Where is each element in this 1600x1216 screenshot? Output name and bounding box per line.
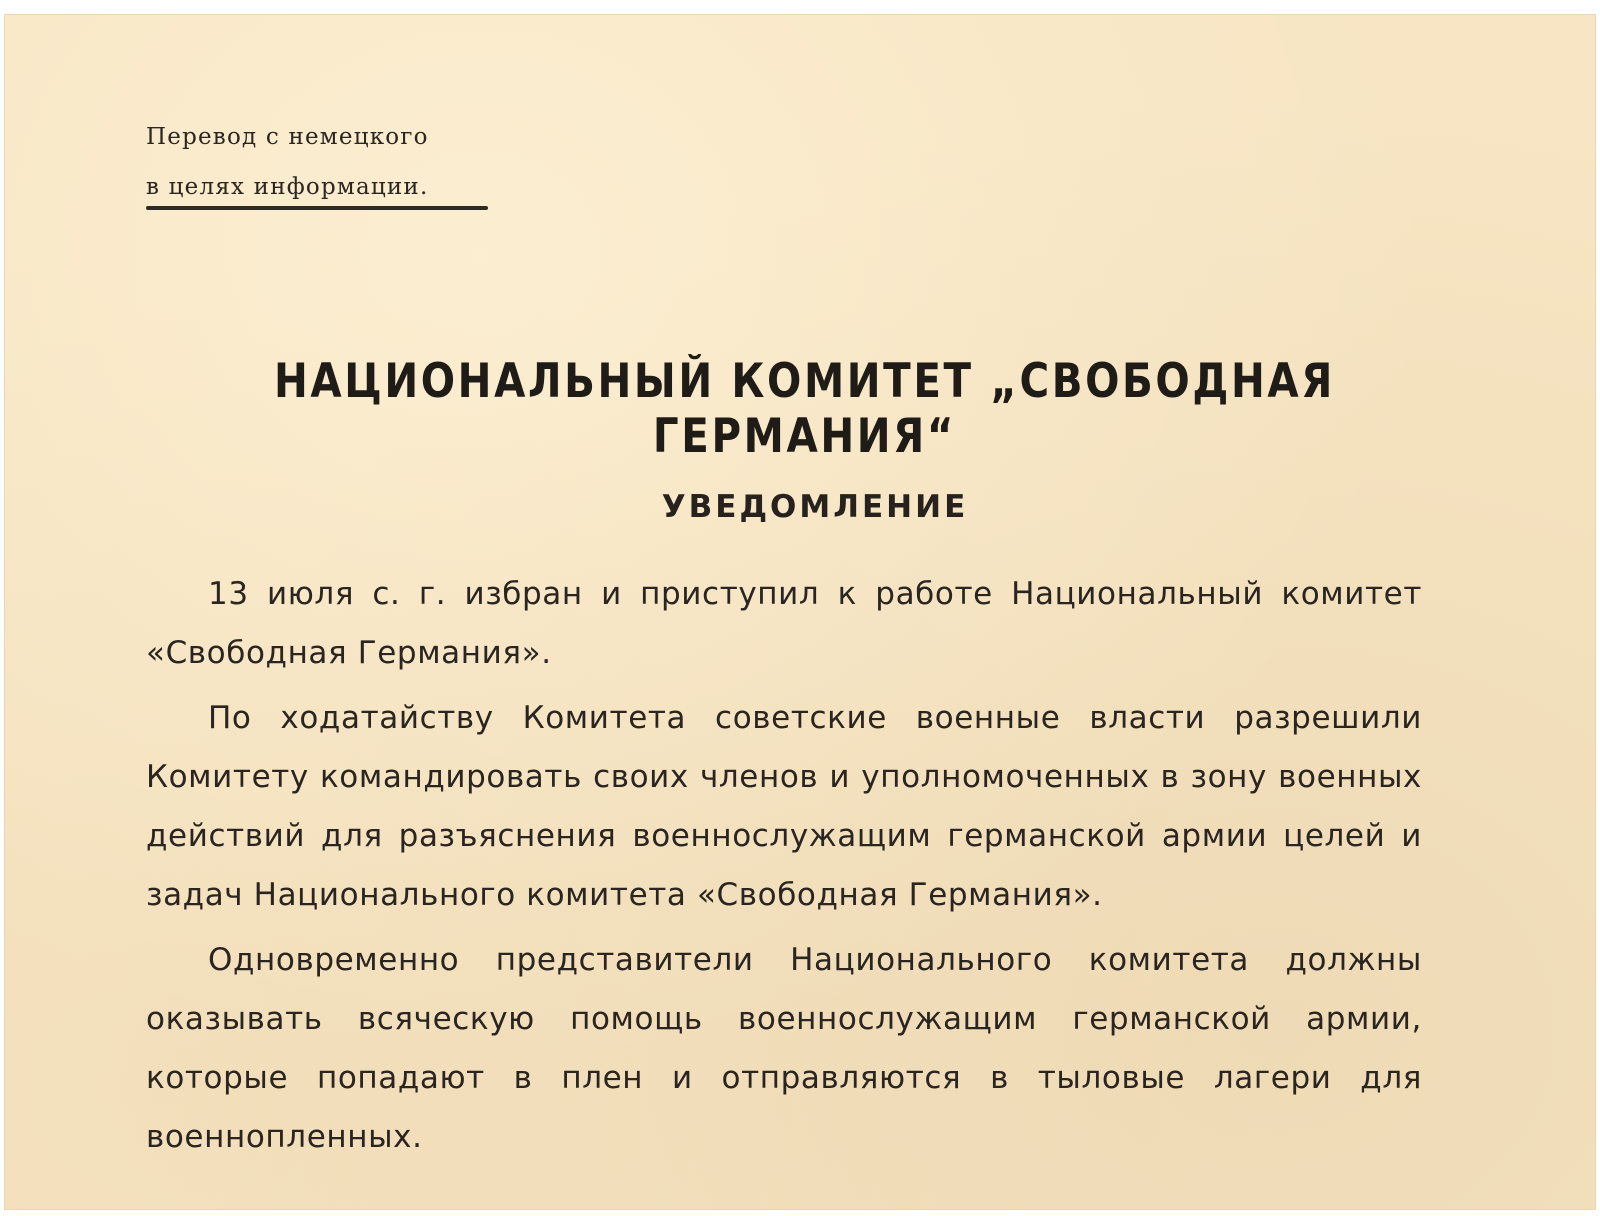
- note-underline: [146, 206, 488, 210]
- translation-note-line-1: Перевод с немецкого: [146, 124, 429, 150]
- document-title: НАЦИОНАЛЬНЫЙ КОМИТЕТ „СВОБОДНАЯ ГЕРМАНИЯ“: [273, 354, 1335, 464]
- translation-note: [146, 112, 429, 212]
- document-subtitle: УВЕДОМЛЕНИЕ: [661, 489, 969, 525]
- paragraph-1: 13 июля с. г. избран и приступил к работе Национальный комитет «Свободная Германия».: [146, 576, 1422, 671]
- document-sheet: [4, 14, 1596, 1210]
- translation-note-line-2: в целях информации.: [146, 174, 429, 200]
- paragraph-2: По ходатайству Комитета советские военные власти разрешили Комитету командировать своих членов и уполномоченных в зону военных действий для разъяснения военнослужащим германской армии целей и задач Национального комитета «Свободная Германия».: [146, 700, 1422, 913]
- paragraph-3: Одновременно представители Национального комитета должны оказывать всяческую помощь военнослужащим германской армии, которые попадают в плен и отправляются в тыловые лагери для военнопленных.: [146, 942, 1422, 1155]
- document-body: [146, 565, 1422, 1173]
